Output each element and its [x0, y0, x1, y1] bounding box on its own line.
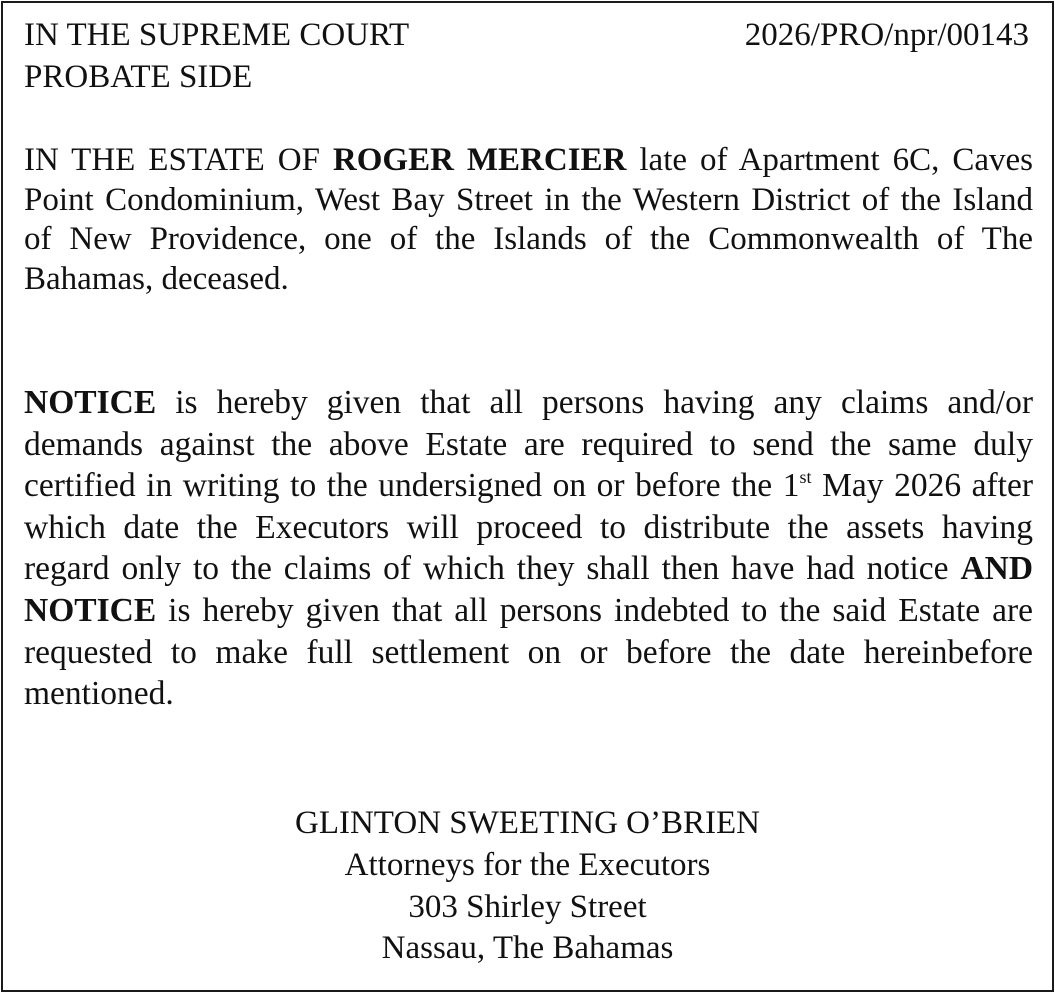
firm-city: Nassau, The Bahamas — [381, 930, 674, 967]
notice-text-1: is hereby given that all persons having any claims and/or demands against the above Estate are required to send the same duly certified in writing to the undersigned on or before the 1 — [24, 384, 1033, 505]
notice-lead: NOTICE — [24, 384, 157, 421]
court-name: IN THE SUPREME COURT — [24, 17, 410, 53]
firm-role: Attorneys for the Executors — [344, 846, 711, 883]
ordinal-suffix: st — [799, 467, 812, 488]
signature-block — [3, 803, 1052, 970]
legal-notice — [1, 1, 1054, 992]
firm-name: GLINTON SWEETING O’BRIEN — [295, 805, 760, 841]
court-header-row — [24, 15, 1029, 55]
estate-details: late of Apartment 6C, Caves Point Condominium, West Bay Street in the Western District of the Island of New Providence, one of the Islands of the Commonwealth of The Bahamas, deceased. — [24, 142, 1034, 297]
estate-prefix: IN THE ESTATE OF — [24, 142, 320, 178]
notice-text-2: May 2026 after which date the Executors will proceed to distribute the assets having regard only to the claims of which they shall then have had notice — [24, 467, 1034, 588]
estate-paragraph — [24, 141, 1033, 299]
deceased-name: ROGER MERCIER — [332, 142, 627, 178]
notice-lead-2: AND NOTICE — [24, 550, 1034, 629]
notice-paragraph — [24, 382, 1033, 715]
firm-street: 303 Shirley Street — [408, 888, 647, 925]
notice-text-3: is hereby given that all persons indebted to the said Estate are requested to make full settlement on or before the date hereinbefore mentioned. — [24, 591, 1033, 713]
court-side: PROBATE SIDE — [24, 59, 253, 95]
case-number: 2026/PRO/npr/00143 — [744, 17, 1029, 53]
